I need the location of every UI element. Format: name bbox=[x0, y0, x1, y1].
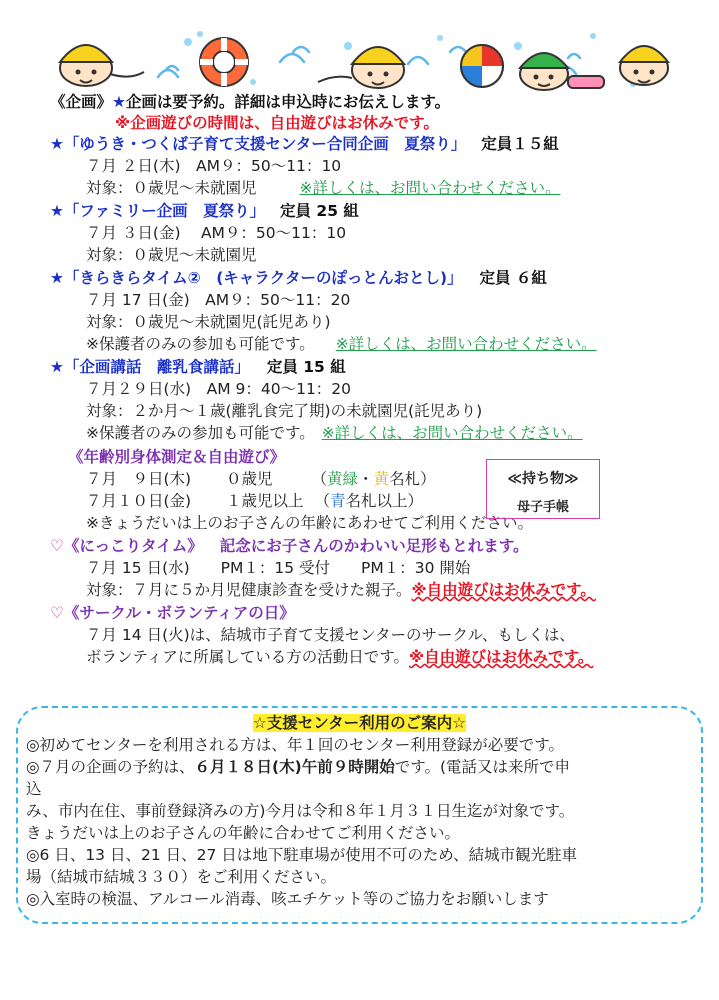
guide-line-2a: ◎７月の企画の予約は、 bbox=[26, 758, 195, 776]
guide-line-8: ◎入室時の検温、アルコール消毒、咳エチケット等のご協力をお願いします bbox=[26, 890, 549, 908]
guide-line-6: ◎6 日、13 日、21 日、27 日は地下駐車場が使用不可のため、結城市観光駐車 bbox=[26, 846, 578, 864]
niccori-target-line bbox=[86, 579, 596, 601]
event-4-date: ７月２９日(水) AM 9：40〜11：20 bbox=[86, 380, 352, 398]
intro-text: 企画は要予約。詳細は申込時にお伝えします。 bbox=[125, 93, 451, 111]
measure-row-1-close: 名札） bbox=[389, 470, 436, 488]
event-1-contact-link[interactable]: ※詳しくは、お問い合わせください。 bbox=[299, 179, 561, 197]
event-3-contact-link[interactable]: ※詳しくは、お問い合わせください。 bbox=[335, 335, 597, 353]
measure-row-2-open: （ bbox=[314, 492, 331, 510]
guide-line-1: ◎初めてセンターを利用される方は、年１回のセンター利用登録が必要です。 bbox=[26, 736, 565, 754]
circle-line-2: ボランティアに所属している方の活動日です。 bbox=[86, 648, 410, 666]
event-4-note: ※保護者のみの参加も可能です。 bbox=[86, 424, 315, 442]
event-2-title-line bbox=[50, 200, 359, 222]
belongings-box bbox=[486, 459, 600, 519]
measure-title: 《年齢別身体測定＆自由遊び》 bbox=[68, 448, 286, 466]
measure-row-1-dot: ・ bbox=[358, 470, 374, 488]
event-3-target: 対象：０歳児〜未就園児(託児あり) bbox=[86, 313, 331, 331]
niccori-note: ※自由遊びはお休みです。 bbox=[411, 581, 596, 599]
niccori-title-line bbox=[50, 535, 529, 557]
event-2-target: 対象：０歳児〜未就園児 bbox=[86, 246, 257, 264]
event-4-title: ★「企画講話 離乳食講話」 bbox=[50, 358, 250, 376]
niccori-headline: 記念にお子さんのかわいい足形もとれます。 bbox=[219, 537, 529, 555]
guide-line-2c: です。(電話又は来所で申 bbox=[394, 758, 571, 776]
measure-row-1-open: （ bbox=[311, 470, 328, 488]
measure-row-1-color-2: 黄 bbox=[373, 470, 390, 488]
measure-row-2-age: １歳児以上 bbox=[226, 492, 304, 510]
belongings-item: 母子手帳 bbox=[516, 500, 569, 515]
heart-icon: ♡ bbox=[50, 537, 64, 555]
circle-title: 《サークル・ボランティアの日》 bbox=[63, 604, 295, 622]
measure-row-2-close: 名札以上） bbox=[345, 492, 424, 510]
event-2-title: ★「ファミリー企画 夏祭り」 bbox=[50, 202, 266, 220]
event-3-date: ７月 17 日(金) AM９：50〜11：20 bbox=[86, 291, 351, 309]
event-1-title-line bbox=[50, 133, 559, 155]
event-1-capacity: 定員１５組 bbox=[481, 135, 559, 153]
heart-icon: ♡ bbox=[50, 604, 64, 622]
guide-line-2 bbox=[26, 756, 570, 778]
event-1-date: ７月 ２日(木) AM９：50〜11：10 bbox=[86, 157, 342, 175]
measure-row-2-color-1: 青 bbox=[330, 492, 346, 510]
event-4-title-line bbox=[50, 356, 346, 378]
event-3-capacity: 定員 ６組 bbox=[479, 269, 547, 287]
event-4-target: 対象：２か月〜１歳(離乳食完了期)の未就園児(託児あり) bbox=[86, 402, 483, 420]
intro-star: ★ bbox=[112, 93, 126, 111]
circle-line-1: ７月 14 日(火)は、結城市子育て支援センターのサークル、もしくは、 bbox=[86, 626, 575, 644]
event-1-target: 対象：０歳児〜未就園児 bbox=[86, 179, 257, 197]
event-2-date: ７月 ３日(金) AM９：50〜11：10 bbox=[86, 224, 347, 242]
measure-row-2 bbox=[86, 490, 423, 512]
guide-reservation-date: ６月１８日(木)午前９時開始 bbox=[194, 758, 395, 776]
guide-title-wrap bbox=[0, 712, 719, 734]
event-3-note-line bbox=[86, 333, 597, 355]
measure-row-2-date: ７月１０日(金) bbox=[86, 492, 192, 510]
event-4-capacity: 定員 15 組 bbox=[266, 358, 346, 376]
measure-row-1-date: ７月 ９日(木) bbox=[86, 470, 192, 488]
guide-line-5: きょうだいは上のお子さんの年齢に合わせてご利用ください。 bbox=[26, 824, 461, 842]
niccori-title: 《にっこりタイム》 bbox=[63, 537, 203, 555]
circle-title-line bbox=[50, 602, 295, 624]
event-1-title: ★「ゆうき・つくば子育て支援センター合同企画 夏祭り」 bbox=[50, 135, 467, 153]
event-4-contact-link[interactable]: ※詳しくは、お問い合わせください。 bbox=[321, 424, 583, 442]
measure-row-1 bbox=[86, 468, 436, 490]
niccori-target: 対象：７月に５か月児健康診査を受けた親子。 bbox=[86, 581, 412, 599]
measure-row-1-color-1: 黄緑 bbox=[327, 470, 359, 488]
event-4-note-line bbox=[86, 422, 583, 444]
event-3-title-line bbox=[50, 267, 547, 289]
guide-line-3: 込 bbox=[26, 780, 42, 798]
measure-note: ※きょうだいは上のお子さんの年齢にあわせてご利用ください。 bbox=[86, 514, 533, 532]
niccori-date: ７月 15 日(水) PM１：15 受付 PM１：30 開始 bbox=[86, 559, 471, 577]
guide-title: ☆支援センター利用のご案内☆ bbox=[252, 714, 467, 732]
circle-note: ※自由遊びはお休みです。 bbox=[409, 648, 594, 666]
event-3-title: ★「きらきらタイム② (キャラクターのぽっとんおとし)」 bbox=[50, 269, 463, 287]
event-3-note: ※保護者のみの参加も可能です。 bbox=[86, 335, 315, 353]
measure-row-1-age: ０歳児 bbox=[226, 470, 273, 488]
guide-line-4: み、市内在住、事前登録済みの方)今月は令和８年１月３１日生迄が対象です。 bbox=[26, 802, 575, 820]
guide-line-7: 場（結城市結城３３０）をご利用ください。 bbox=[26, 868, 337, 886]
event-1-target-line bbox=[86, 177, 560, 199]
intro-label: 《企画》 bbox=[50, 93, 113, 111]
swimming-kids-illustration bbox=[48, 22, 674, 102]
intro-line bbox=[50, 91, 450, 113]
circle-line-2-wrap bbox=[86, 646, 593, 668]
event-2-capacity: 定員 25 組 bbox=[280, 202, 359, 220]
intro-note: ※企画遊びの時間は、自由遊びはお休みです。 bbox=[115, 114, 439, 132]
belongings-title: ≪持ち物≫ bbox=[507, 471, 579, 487]
